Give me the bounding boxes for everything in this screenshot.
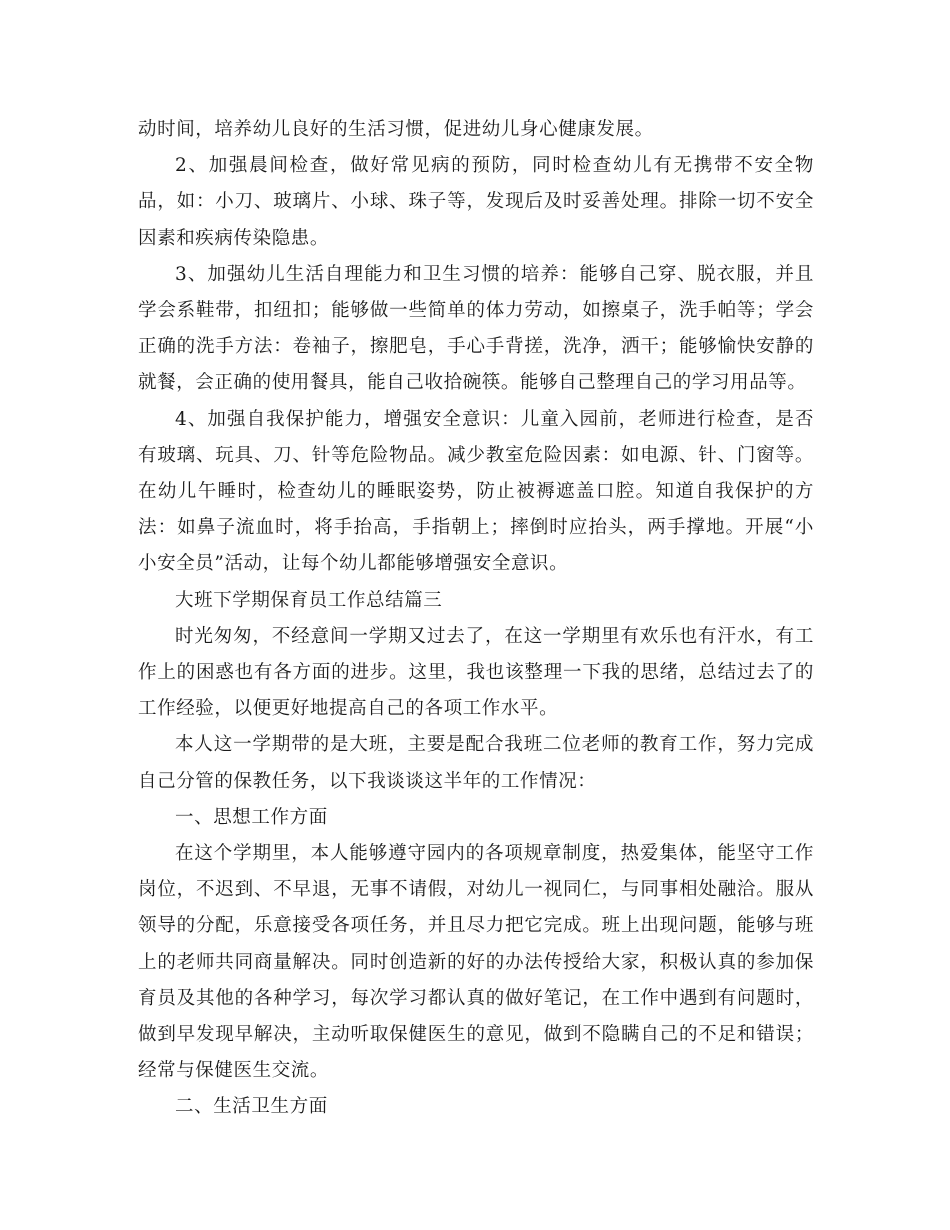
paragraph: 在这个学期里，本人能够遵守园内的各项规章制度，热爱集体，能坚守工作岗位，不迟到、不早退，无事不请假，对幼儿一视同仁，与同事相处融洽。服从领导的分配，乐意接受各项任务，并且尽力把它完成。班上出现问题，能够与班上的老师共同商量解决。同时创造新的好的办法传授给大家，积极认真的参加保育员及其他的各种学习，每次学习都认真的做好笔记，在工作中遇到有问题时，做到早发现早解决，主动听取保健医生的意见，做到不隐瞒自己的不足和错误；经常与保健医生交流。 [138,843,814,1082]
section-heading: 一、思想工作方面 [175,806,328,828]
section-heading: 大班下学期保育员工作总结篇三 [175,589,443,611]
paragraph: 本人这一学期带的是大班，主要是配合我班二位老师的教育工作，努力完成自己分管的保教任务，以下我谈谈这半年的工作情况： [138,734,814,792]
document-body [138,112,814,1126]
section-heading: 二、生活卫生方面 [175,1096,328,1118]
paragraph: 动时间，培养幼儿良好的生活习惯，促进幼儿身心健康发展。 [138,119,654,140]
paragraph: 2、加强晨间检查，做好常见病的预防，同时检查幼儿有无携带不安全物品，如：小刀、玻璃片、小球、珠子等，发现后及时妥善处理。排除一切不安全因素和疾病传染隐患。 [138,155,814,249]
paragraph: 时光匆匆，不经意间一学期又过去了，在这一学期里有欢乐也有汗水，有工作上的困惑也有各方面的进步。这里，我也该整理一下我的思绪，总结过去了的工作经验，以便更好地提高自己的各项工作水平。 [138,625,814,720]
paragraph: 4、加强自我保护能力，增强安全意识：儿童入园前，老师进行检查，是否有玻璃、玩具、刀、针等危险物品。减少教室危险因素：如电源、针、门窗等。在幼儿午睡时，检查幼儿的睡眠姿势，防止被褥遮盖口腔。知道自我保护的方法：如鼻子流血时，将手抬高，手指朝上；摔倒时应抬头，两手撑地。开展“小小安全员”活动，让每个幼儿都能够增强安全意识。 [138,408,814,575]
paragraph: 3、加强幼儿生活自理能力和卫生习惯的培养：能够自己穿、脱衣服，并且学会系鞋带，扣纽扣；能够做一些简单的体力劳动，如擦桌子，洗手帕等；学会正确的洗手方法：卷袖子，擦肥皂，手心手背搓，洗净，洒干；能够愉快安静的就餐，会正确的使用餐具，能自己收拾碗筷。能够自己整理自己的学习用品等。 [138,263,814,394]
